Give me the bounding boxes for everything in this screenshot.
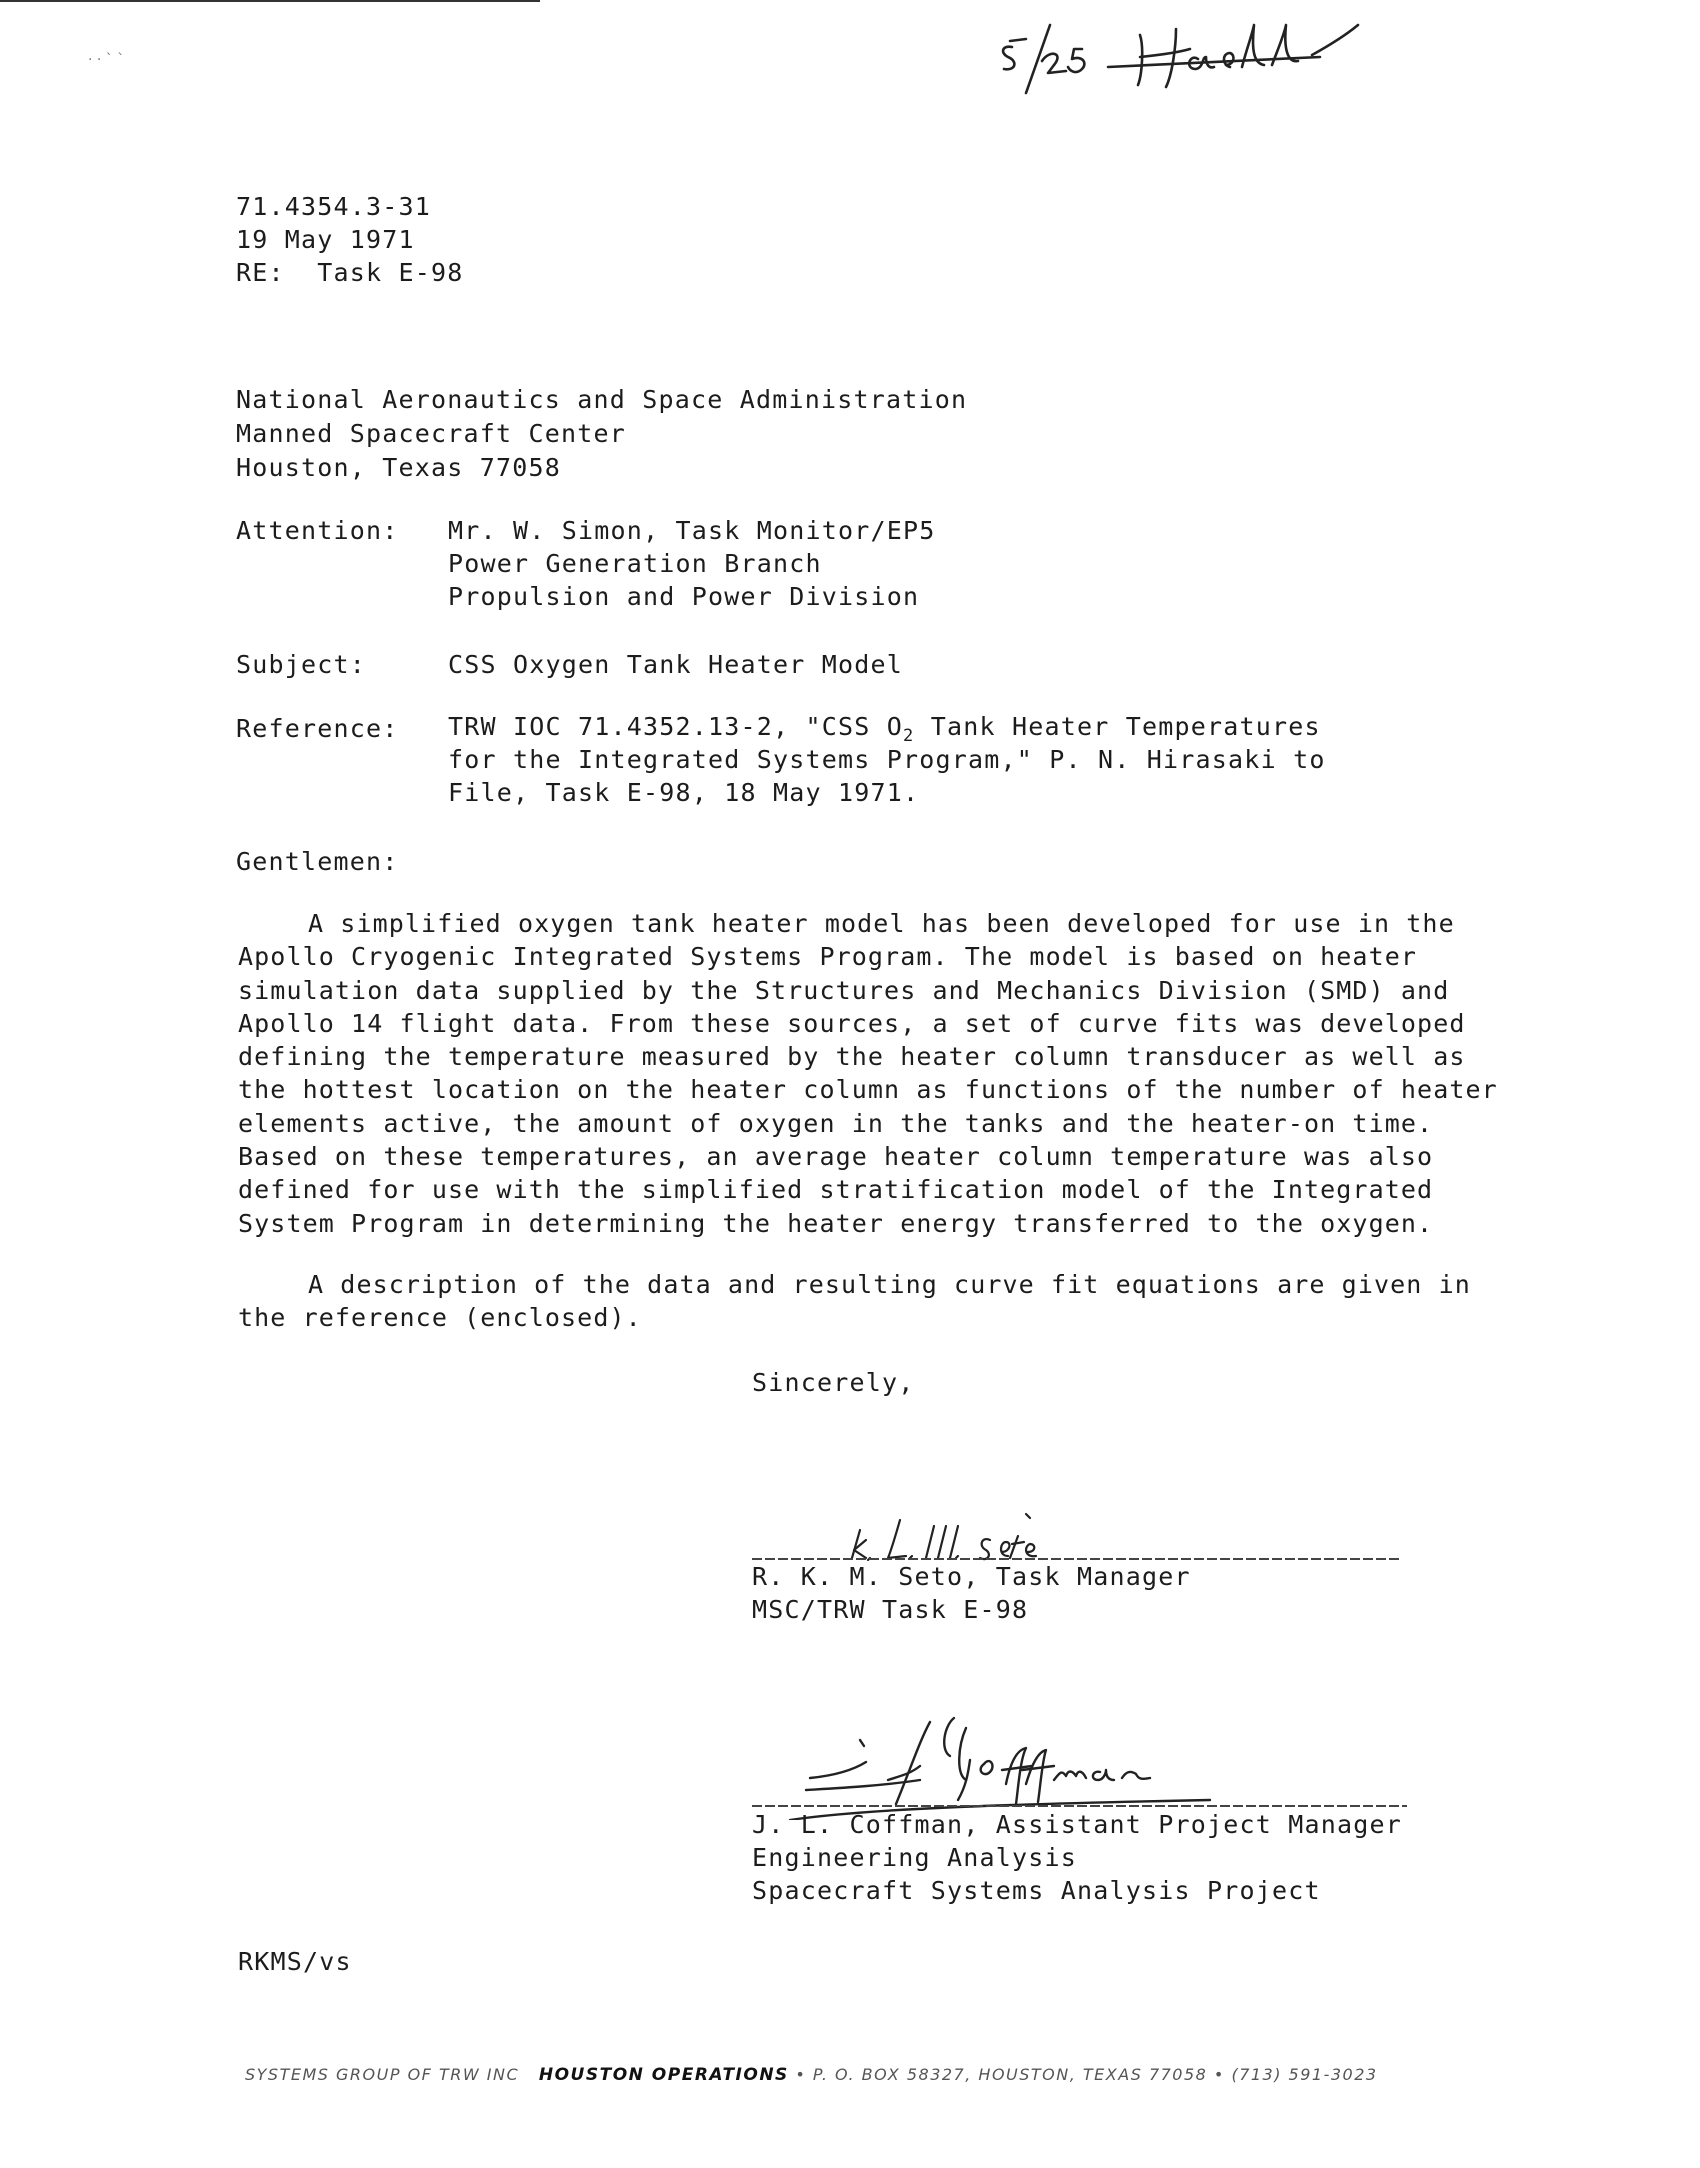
- reference-line-1: TRW IOC 71.4352.13-2, "CSS $O_2$ Tank Heater Temperatures: [448, 712, 1321, 746]
- reference-label: Reference:: [236, 714, 399, 743]
- address-line-3: Houston, Texas 77058: [236, 453, 562, 482]
- attention-line-2: Power Generation Branch: [448, 549, 822, 578]
- signatory-1-name: R. K. M. Seto, Task Manager: [752, 1562, 1191, 1591]
- signatory-2-project: Spacecraft Systems Analysis Project: [752, 1876, 1321, 1905]
- scan-specks: · · ` `: [88, 52, 125, 68]
- recipient-address: [236, 383, 967, 485]
- signatory-1-block: [752, 1560, 1191, 1626]
- signatory-2-dept: Engineering Analysis: [752, 1843, 1078, 1872]
- reference-line-3: File, Task E-98, 18 May 1971.: [448, 778, 920, 807]
- letterhead-footer: [245, 2065, 1378, 2085]
- body-paragraph-2: A description of the data and resulting curve fit equations are given in the reference (enclosed).: [238, 1270, 1471, 1333]
- attention-line-1: Mr. W. Simon, Task Monitor/EP5: [448, 516, 936, 545]
- letter-date: 19 May 1971: [236, 225, 415, 254]
- handwritten-annotation: [990, 5, 1510, 95]
- body-paragraph-1: A simplified oxygen tank heater model has been developed for use in the Apollo Cryogenic Integrated Systems Program. The model is based on heater simulation data supplied by the Structures and Mechanics Division (SMD) and Apollo 14 flight data. From these sources, a set of curve fits was developed defining the temperature measured by the heater column transducer as well as the hottest location on the heater column as functions of the number of heater elements active, the amount of oxygen in the tanks and the heater-on time. Based on these temperatures, an average heater column temperature was also defined for use with the simplified stratification model of the Integrated System Program in determining the heater energy transferred to the oxygen.: [238, 909, 1498, 1238]
- address-line-2: Manned Spacecraft Center: [236, 419, 627, 448]
- header-block: [236, 190, 464, 289]
- attention-line-3: Propulsion and Power Division: [448, 582, 920, 611]
- typist-initials: RKMS/vs: [238, 1947, 352, 1976]
- subject-text: CSS Oxygen Tank Heater Model: [448, 650, 904, 679]
- top-edge-line: [0, 0, 540, 2]
- file-number: 71.4354.3-31: [236, 192, 432, 221]
- reference-line-2: for the Integrated Systems Program," P. N. Hirasaki to: [448, 745, 1326, 774]
- subject-label: Subject:: [236, 650, 367, 679]
- re-line: RE: Task E-98: [236, 258, 464, 287]
- signature-coffman: [770, 1700, 1230, 1820]
- address-line-1: National Aeronautics and Space Administration: [236, 385, 968, 414]
- footer-address: • P. O. BOX 58327, HOUSTON, TEXAS 77058 • (713) 591-3023: [795, 2065, 1378, 2084]
- signatory-2-name: J. L. Coffman, Assistant Project Manager: [752, 1810, 1403, 1839]
- signatory-1-org: MSC/TRW Task E-98: [752, 1595, 1029, 1624]
- signatory-2-block: [752, 1808, 1402, 1907]
- salutation: Gentlemen:: [236, 847, 399, 876]
- closing: Sincerely,: [752, 1368, 915, 1397]
- attention-label: Attention:: [236, 516, 399, 545]
- signature-line-2: [752, 1805, 1407, 1807]
- footer-operations: HOUSTON OPERATIONS: [538, 2065, 789, 2085]
- subscript-2: 2: [903, 726, 915, 746]
- footer-company: SYSTEMS GROUP OF TRW INC: [245, 2065, 520, 2084]
- attention-block: [448, 514, 936, 613]
- reference-block: [448, 710, 1326, 809]
